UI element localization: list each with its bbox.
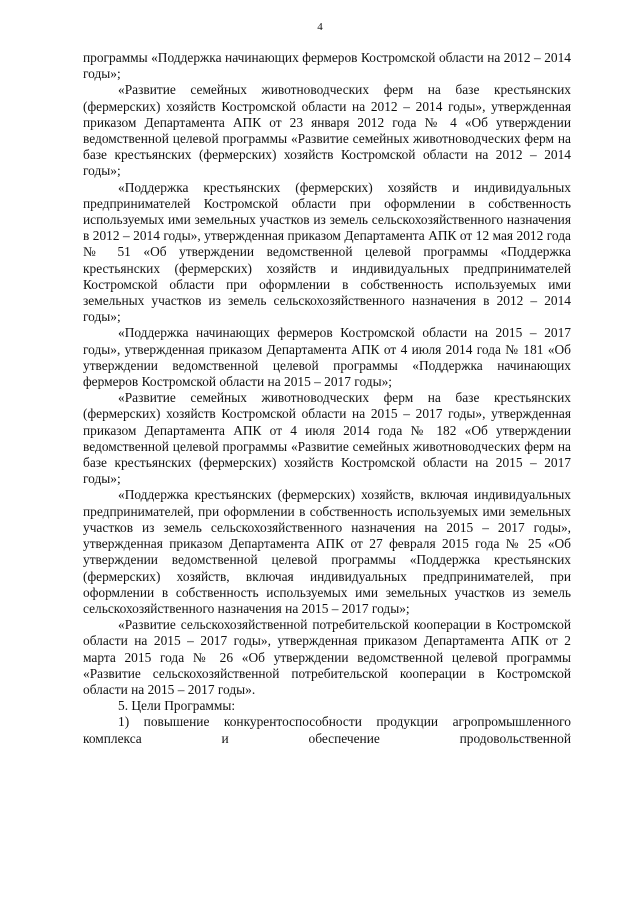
paragraph-family-farms-2015: «Развитие семейных животноводческих ферм на базе крестьянских (фермерских) хозяйств Костромской области на 2015 – 2017 годы», утвержденная приказом Департамента АПК от 4 июля 2014 года № 182 «Об утверждении ведомственной целевой программы «Развитие семейных животноводческих ферм на базе крестьянских (фермерских) хозяйств Костромской области на 2015 – 2017 годы»;	[83, 390, 571, 487]
paragraph-goal-1: 1) повышение конкурентоспособности продукции агропромышленного комплекса и обеспечение продовольственной	[83, 714, 571, 746]
paragraph-land-support-2015: «Поддержка крестьянских (фермерских) хозяйств, включая индивидуальных предпринимателей, при оформлении в собственность используемых ими земельных участков из земель сельскохозяйственного назначения на 2015 – 2017 годы», утвержденная приказом Департамента АПК от 27 февраля 2015 года № 25 «Об утверждении ведомственной целевой программы «Поддержка крестьянских (фермерских) хозяйств, включая индивидуальных предпринимателей, при оформлении в собственность используемых ими земельных участков из земель сельскохозяйственного назначения на 2015 – 2017 годы»;	[83, 487, 571, 616]
section-heading-goals: 5. Цели Программы:	[118, 698, 236, 714]
paragraph-programs-continued: программы «Поддержка начинающих фермеров Костромской области на 2012 – 2014 годы»;	[83, 50, 571, 82]
paragraph-land-support-2012: «Поддержка крестьянских (фермерских) хозяйств и индивидуальных предпринимателей Костромской области при оформлении в собственность используемых ими земельных участков из земель сельскохозяйственного назначения в 2012 – 2014 годы», утвержденная приказом Департамента АПК от 12 мая 2012 года № 51 «Об утверждении ведомственной целевой программы «Поддержка крестьянских (фермерских) хозяйств и индивидуальных предпринимателей Костромской области при оформлении в собственность используемых ими земельных участков из земель сельскохозяйственного назначения в 2012 – 2014 годы»;	[83, 179, 571, 325]
document-body	[83, 50, 571, 747]
paragraph-beginning-farmers-2015: «Поддержка начинающих фермеров Костромской области на 2015 – 2017 годы», утвержденная приказом Департамента АПК от 4 июля 2014 года № 181 «Об утверждении ведомственной целевой программы «Поддержка начинающих фермеров Костромской области на 2015 – 2017 годы»;	[83, 325, 571, 390]
paragraph-cooperation-2015: «Развитие сельскохозяйственной потребительской кооперации в Костромской области на 2015 – 2017 годы», утвержденная приказом Департамента АПК от 2 марта 2015 года № 26 «Об утверждении ведомственной целевой программы «Развитие сельскохозяйственной потребительской кооперации в Костромской области на 2015 – 2017 годы».	[83, 617, 571, 697]
paragraph-family-farms-2012: «Развитие семейных животноводческих ферм на базе крестьянских (фермерских) хозяйств Костромской области на 2012 – 2014 годы», утвержденная приказом Департамента АПК от 23 января 2012 года № 4 «Об утверждении ведомственной целевой программы «Развитие семейных животноводческих ферм на базе крестьянских (фермерских) хозяйств Костромской области на 2012 – 2014 годы»;	[83, 82, 571, 179]
page-number: 4	[317, 21, 323, 33]
